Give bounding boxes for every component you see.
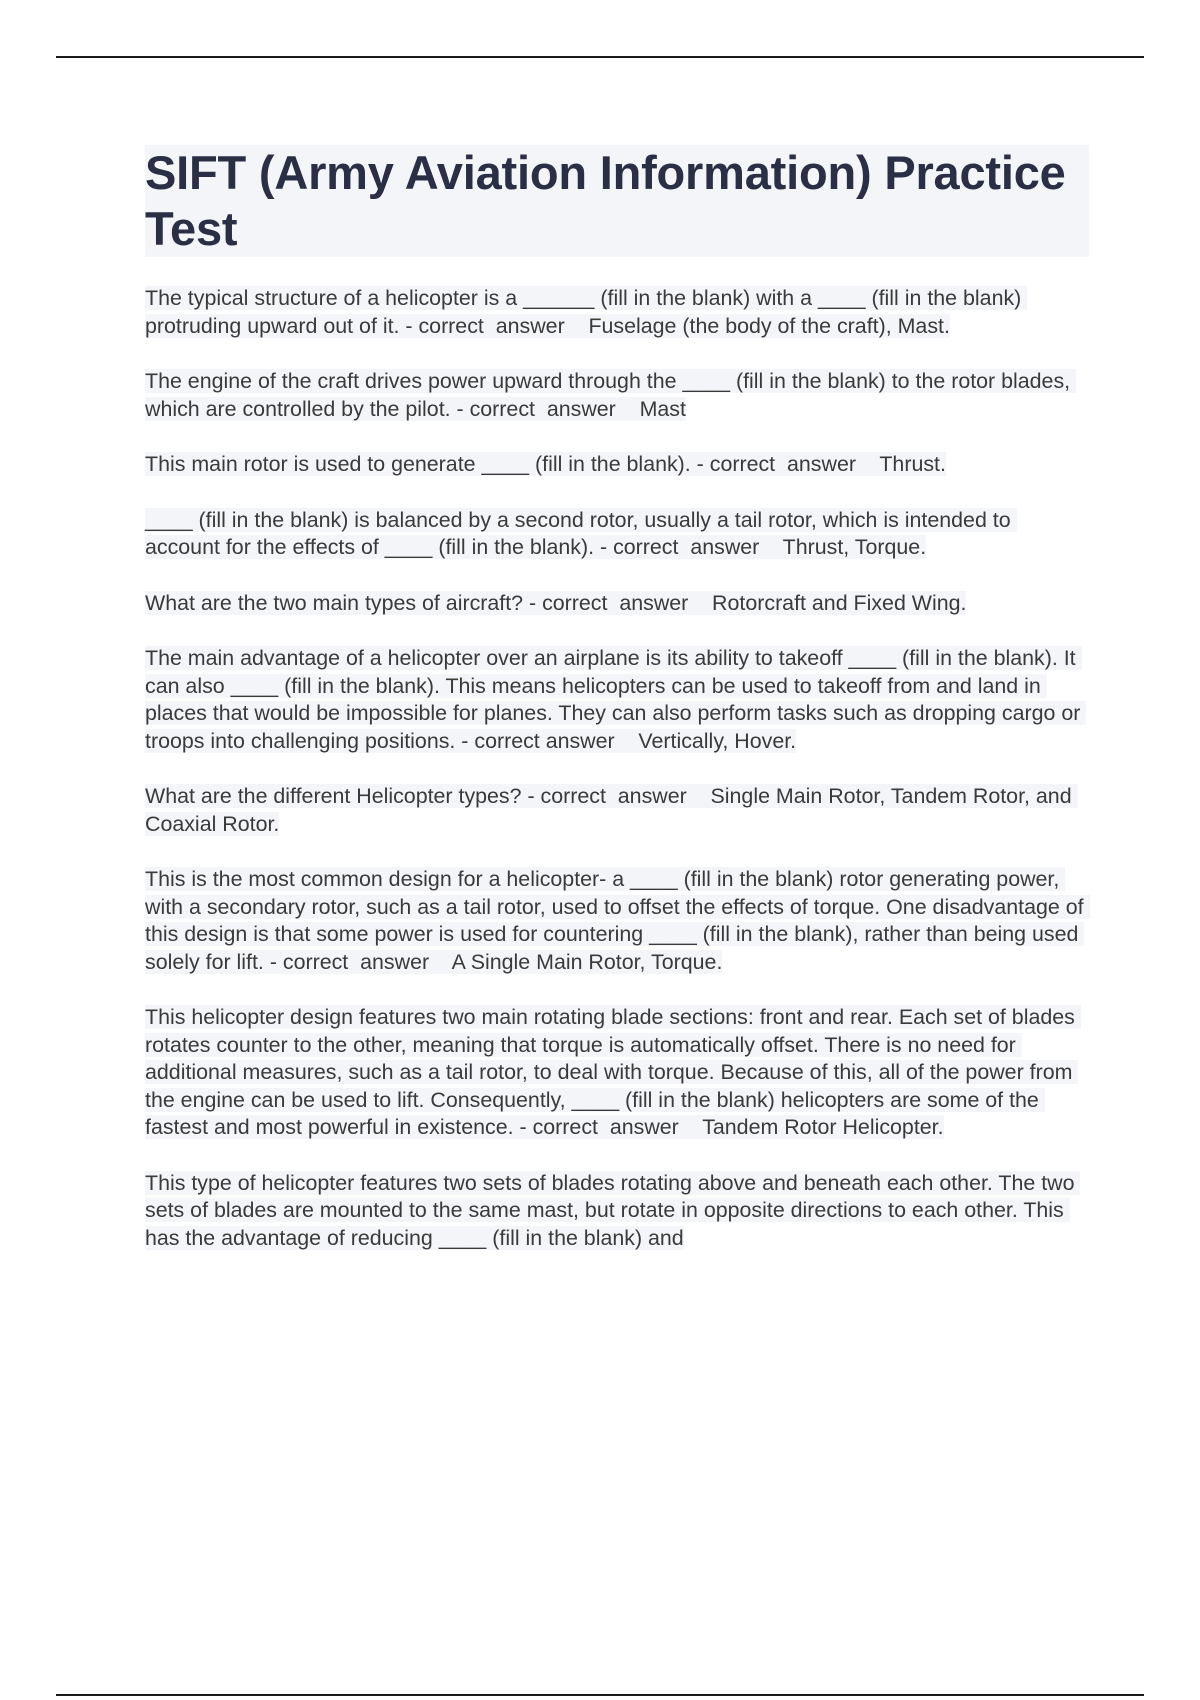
- page-title: SIFT (Army Aviation Information) Practice Test: [145, 145, 1089, 257]
- document-body: [145, 145, 1089, 1280]
- header-rule: [56, 56, 1144, 58]
- qa-item: What are the different Helicopter types? - correct answer Single Main Rotor, Tandem Rotor, and Coaxial Rotor.: [145, 784, 1078, 836]
- qa-item: The main advantage of a helicopter over an airplane is its ability to takeoff ____ (fill in the blank). It can also ____ (fill in the blank). This means helicopters can be used to takeoff from and land in places that would be impossible for planes. They can also perform tasks such as dropping cargo or troops into challenging positions. - correct answer Vertically, Hover.: [145, 646, 1087, 753]
- qa-item: ____ (fill in the blank) is balanced by a second rotor, usually a tail rotor, which is intended to account for the effects of ____ (fill in the blank). - correct answer Thrust, Torque.: [145, 507, 1017, 559]
- qa-item: This helicopter design features two main rotating blade sections: front and rear. Each set of blades rotates counter to the other, meaning that torque is automatically offset. There is no need for additional measures, such as a tail rotor, to deal with torque. Because of this, all of the power from the engine can be used to lift. Consequently, ____ (fill in the blank) helicopters are some of the fastest and most powerful in existence. - correct answer Tandem Rotor Helicopter.: [145, 1005, 1081, 1139]
- qa-item: The typical structure of a helicopter is a ______ (fill in the blank) with a ____ (fill in the blank) protruding upward out of it. - correct answer Fuselage (the body of the craft), Mast.: [145, 286, 1028, 338]
- qa-item: This type of helicopter features two sets of blades rotating above and beneath each other. The two sets of blades are mounted to the same mast, but rotate in opposite directions to each other. This has the advantage of reducing ____ (fill in the blank) and: [145, 1170, 1081, 1250]
- qa-item: This main rotor is used to generate ____ (fill in the blank). - correct answer Thrust.: [145, 452, 946, 476]
- footer-rule: [56, 1694, 1144, 1696]
- qa-item: The engine of the craft drives power upward through the ____ (fill in the blank) to the rotor blades, which are controlled by the pilot. - correct answer Mast: [145, 369, 1077, 421]
- qa-item: What are the two main types of aircraft? - correct answer Rotorcraft and Fixed Wing.: [145, 590, 967, 615]
- qa-item: This is the most common design for a helicopter- a ____ (fill in the blank) rotor generating power, with a secondary rotor, such as a tail rotor, used to offset the effects of torque. One disadvantage of this design is that some power is used for countering ____ (fill in the blank), rather than being used solely for lift. - correct answer A Single Main Rotor, Torque.: [145, 867, 1090, 974]
